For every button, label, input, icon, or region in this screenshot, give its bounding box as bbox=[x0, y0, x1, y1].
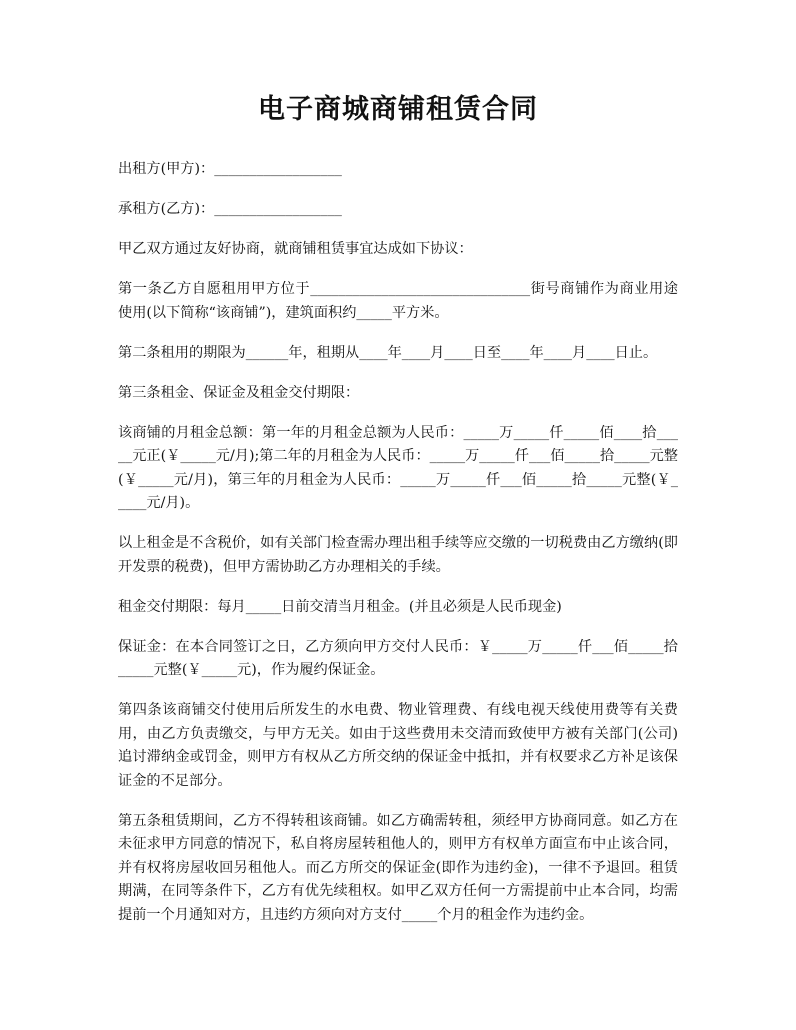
article-1: 第一条乙方自愿租用甲方位于_______________________________街号商铺作为商业用途使用(以下简称“该商铺”)，建筑面积约_____平方米。 bbox=[118, 281, 678, 321]
lessor-line: 出租方(甲方)：__________________ bbox=[118, 161, 342, 177]
article-3-heading: 第三条租金、保证金及租金交付期限： bbox=[118, 384, 360, 401]
lessee-line: 承租方(乙方)：__________________ bbox=[118, 201, 342, 217]
monthly-rent-clause: 该商铺的月租金总额：第一年的月租金总额为人民币：_____万_____仟_____佰____拾_____元正(￥_____元/月);第二年的月租金为人民币：_____万_____仟___佰_____拾_____元整(￥_____元/月)，第三年的月租金为人民币：_____万_____仟___佰_____拾_____元整(￥_____元/月)。 bbox=[118, 424, 678, 511]
article-4: 第四条该商铺交付使用后所发生的水电费、物业管理费、有线电视天线使用费等有关费用，由乙方负责缴交，与甲方无关。如由于这些费用未交清而致使甲方被有关部门(公司)追讨滞纳金或罚金，则甲方有权从乙方所交纳的保证金中抵扣，并有权要求乙方补足该保证金的不足部分。 bbox=[118, 702, 678, 789]
article-5: 第五条租赁期间，乙方不得转租该商铺。如乙方确需转租，须经甲方协商同意。如乙方在未征求甲方同意的情况下，私自将房屋转租他人的，则甲方有权单方面宣布中止该合同，并有权将房屋收回另租他人。而乙方所交的保证金(即作为违约金)，一律不予退回。租赁期满，在同等条件下，乙方有优先续租权。如甲乙双方任何一方需提前中止本合同，均需提前一个月通知对方，且违约方须向对方支付_____个月的租金作为违约金。 bbox=[118, 812, 678, 923]
tax-clause: 以上租金是不含税价，如有关部门检查需办理出租手续等应交缴的一切税费由乙方缴纳(即开发票的税费)，但甲方需协助乙方办理相关的手续。 bbox=[118, 535, 678, 575]
article-2: 第二条租用的期限为______年，租期从____年____月____日至____年____月____日止。 bbox=[118, 344, 658, 361]
deposit-clause: 保证金：在本合同签订之日，乙方须向甲方交付人民币：￥_____万_____仟___佰_____拾_____元整(￥_____元)，作为履约保证金。 bbox=[118, 638, 678, 678]
payment-deadline-clause: 租金交付期限：每月_____日前交清当月租金。(并且必须是人民币现金) bbox=[118, 598, 562, 615]
document-title: 电子商城商铺租赁合同 bbox=[258, 94, 538, 125]
agreement-intro: 甲乙双方通过友好协商，就商铺租赁事宜达成如下协议： bbox=[118, 241, 473, 257]
